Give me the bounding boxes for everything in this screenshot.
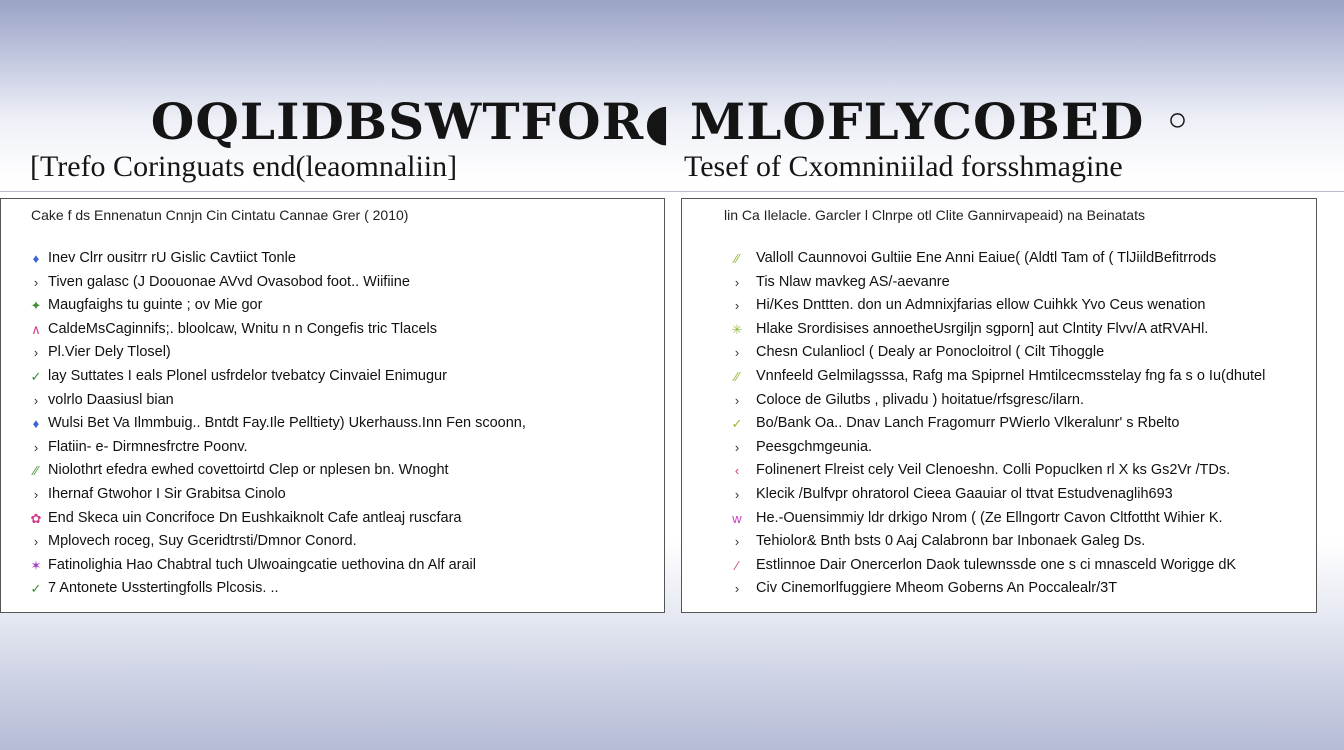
bullet-icon: ⁄⁄ (734, 368, 740, 384)
list-item-text: Estlinnoe Dair Onercerlon Daok tulewnssde one s ci mnasceld Worigge dK (756, 556, 1237, 573)
bullet-icon: ᴡ (732, 510, 742, 526)
list-item (1, 389, 664, 413)
bullet-icon: ✓ (30, 581, 42, 597)
bullet-icon: ⁄⁄ (33, 463, 39, 479)
list-item (682, 365, 1316, 389)
right-list (682, 247, 1316, 601)
list-item (682, 530, 1316, 554)
bullet-icon: ✓ (30, 368, 42, 384)
list-item (682, 271, 1316, 295)
bullet-icon: ✦ (30, 298, 42, 314)
bullet-icon: ‹ (734, 463, 740, 479)
list-item-text: Vnnfeeld Gelmilagsssa, Rafg ma Spiprnel Hmtilcecmsstelay fng fa s o Iu(dhutel (756, 367, 1266, 384)
list-item-text: Tehiolor& Bnth bsts 0 Aaj Calabronn bar Inbonaek Galeg Ds. (756, 533, 1146, 550)
bullet-icon: ✓ (731, 416, 743, 432)
list-item-text: Coloce de Gilutbs , plivadu ) hoitatue/rfsgresc/ilarn. (756, 391, 1085, 408)
list-item (1, 271, 664, 295)
list-item-text: Chesn Culanliocl ( Dealy ar Ponocloitrol ( Cilt Tihoggle (756, 344, 1105, 361)
list-item (1, 530, 664, 554)
bullet-icon: ⁄⁄ (734, 251, 740, 266)
list-item (1, 436, 664, 460)
list-item (682, 412, 1316, 436)
list-item-text: Hlake Srordisises annoetheUsrgiljn sgporn] aut Clntity Flvv/A atRVAHl. (756, 320, 1209, 337)
bullet-icon: ⁄ (735, 557, 739, 573)
list-item (682, 459, 1316, 483)
right-subtitle: Tesef of Cxomniniilad forsshmagine (684, 150, 1123, 183)
divider (0, 191, 1344, 192)
list-item (1, 365, 664, 389)
list-item-text: Tis Nlaw mavkeg AS/-aevanre (756, 273, 950, 290)
list-item-text: volrlo Daasiusl bian (48, 391, 174, 408)
list-item-text: Valloll Caunnovoi Gultiie Ene Anni Eaiue( (Aldtl Tam of ( TlJiildBefitrrods (756, 250, 1217, 266)
list-item (1, 294, 664, 318)
list-item-text: Tiven galasc (J Doouonae AVvd Ovasobod foot.. Wiifiine (48, 273, 410, 290)
list-item (1, 318, 664, 342)
bullet-icon: › (734, 392, 740, 408)
list-item-text: He.-Ouensimmiy ldr drkigo Nrom ( (Ze Ellngortr Cavon Cltfottht Wihier K. (756, 509, 1223, 526)
bullet-icon: › (33, 345, 39, 361)
list-item (682, 389, 1316, 413)
right-panel (681, 198, 1317, 613)
list-item-text: Pl.Vier Dely Tlosel) (48, 344, 171, 361)
list-item-text: Mplovech roceg, Suy Gceridtrsti/Dmnor Conord. (48, 533, 357, 550)
list-item (682, 577, 1316, 601)
list-item (682, 294, 1316, 318)
bullet-icon: › (734, 274, 740, 290)
list-item-text: CaldeMsCaginnifs;. bloolcaw, Wnitu n n Congefis tric Tlacels (48, 320, 437, 337)
bullet-icon: ✳ (731, 321, 743, 337)
list-item-text: lay Suttates I eals Plonel usfrdelor tvebatcy Cinvaiel Enimugur (48, 367, 447, 384)
left-list (1, 247, 664, 601)
list-item-text: Wulsi Bet Va Ilmmbuig.. Bntdt Fay.Ile Pelltiety) Ukerhauss.Inn Fen scoonn, (48, 415, 526, 432)
list-item-text: Bo/Bank Oa.. Dnav Lanch Fragomurr PWierlo Vlkeralunr' s Rbelto (756, 415, 1180, 432)
list-item-text: Folinenert Flreist cely Veil Clenoeshn. Colli Popuclken rl X ks Gs2Vr /TDs. (756, 462, 1231, 479)
list-item (1, 554, 664, 578)
left-panel (0, 198, 665, 613)
left-panel-heading: Cake f ds Ennenatun Cnnjn Cin Cintatu Cannae Grer ( 2010) (31, 207, 409, 223)
right-panel-heading: lin Ca Ilelacle. Garcler l Clnrpe otl Clite Gannirvapeaid) na Beinatats (724, 207, 1145, 223)
bullet-icon: ✶ (30, 557, 42, 573)
bullet-icon: › (33, 274, 39, 290)
list-item-text: Flatiin- e- Dirmnesfrctre Poonv. (48, 438, 248, 455)
list-item (1, 341, 664, 365)
list-item-text: Fatinolighia Hao Chabtral tuch Ulwoaingcatie uethovina dn Alf arail (48, 556, 477, 573)
list-item (1, 577, 664, 601)
list-item-text: Peesgchmgeunia. (756, 438, 873, 455)
list-item-text: Klecik /Bulfvpr ohratorol Cieea Gaauiar ol ttvat Estudvenaglih693 (756, 485, 1173, 502)
bullet-icon: › (734, 486, 740, 502)
list-item-text: Maugfaighs tu guinte ; ov Mie gor (48, 297, 263, 314)
bullet-icon: › (33, 534, 39, 550)
page-title: OQLIDBSWTFOR◖ MLOFLYCOBED ◦ (150, 92, 1194, 151)
list-item (1, 412, 664, 436)
bullet-icon: ♦ (32, 251, 40, 266)
bullet-icon: › (734, 534, 740, 550)
bullet-icon: › (33, 392, 39, 408)
list-item-text: Civ Cinemorlfuggiere Mheom Goberns An Poccalealr/3T (756, 580, 1118, 597)
list-item-text: 7 Antonete Usstertingfolls Plcosis. .. (48, 580, 279, 597)
list-item (1, 483, 664, 507)
bullet-icon: ∧ (31, 321, 41, 337)
list-item-text: Inev Clrr ousitrr rU Gislic Cavtiict Tonle (48, 250, 296, 266)
bullet-icon: › (734, 298, 740, 314)
list-item (682, 554, 1316, 578)
bullet-icon: › (33, 439, 39, 455)
bullet-icon: › (33, 486, 39, 502)
list-item (1, 507, 664, 531)
list-item-text: Ihernaf Gtwohor I Sir Grabitsa Cinolo (48, 485, 286, 502)
list-item (682, 341, 1316, 365)
bullet-icon: ✿ (30, 510, 42, 526)
bullet-icon: ♦ (32, 416, 40, 432)
list-item (682, 318, 1316, 342)
list-item-text: End Skeca uin Concrifoce Dn Eushkaiknolt Cafe antleaj ruscfara (48, 509, 462, 526)
list-item (1, 459, 664, 483)
bullet-icon: › (734, 581, 740, 597)
list-item (682, 247, 1316, 271)
bullet-icon: › (734, 345, 740, 361)
list-item (1, 247, 664, 271)
list-item-text: Niolothrt efedra ewhed covettoirtd Clep or nplesen bn. Wnoght (48, 462, 449, 479)
list-item-text: Hi/Kes Dnttten. don un Admnixjfarias ellow Cuihkk Yvo Ceus wenation (756, 297, 1206, 314)
left-subtitle: [Trefo Coringuats end(leaomnaliin] (30, 150, 458, 183)
bullet-icon: › (734, 439, 740, 455)
list-item (682, 507, 1316, 531)
list-item (682, 483, 1316, 507)
list-item (682, 436, 1316, 460)
